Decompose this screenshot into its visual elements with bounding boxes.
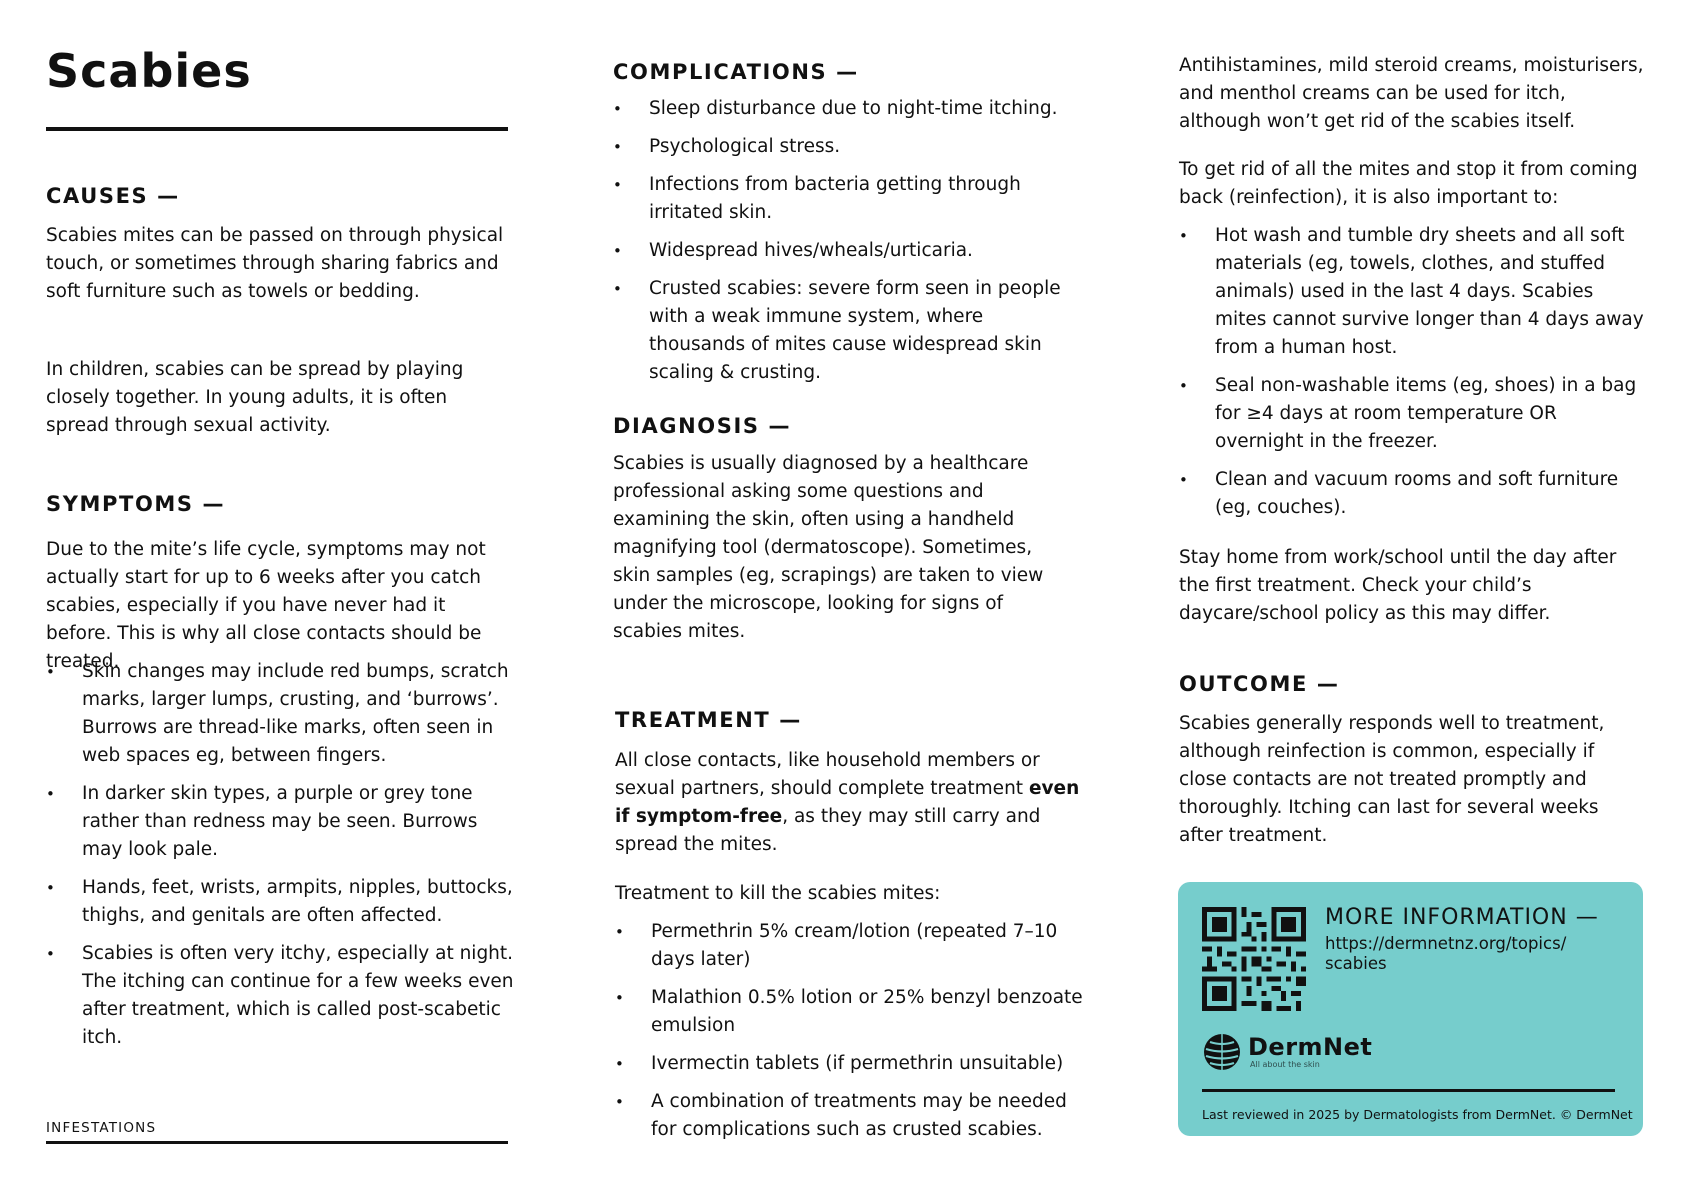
symptoms-intro: Due to the mite’s life cycle, symptoms may not actually start for up to 6 weeks after you catch scabies, especially if you have never had it before. This is why all close contacts should be treated. — [46, 539, 486, 672]
list-item: • Crusted scabies: severe form seen in people with a weak immune system, where thousands of mites cause widespread skin scaling & crusting. — [613, 275, 1083, 387]
treatment-paragraph-3: Antihistamines, mild steroid creams, moisturisers, and menthol creams can be used for itch, although won’t get rid of the scabies itself. — [1179, 55, 1644, 132]
more-information-link[interactable]: https://dermnetnz.org/topics/ scabies — [1325, 934, 1567, 973]
list-item: • Skin changes may include red bumps, scratch marks, larger lumps, crusting, and ‘burrows’. Burrows are thread-like marks, often seen in web spaces eg, between fingers. — [46, 658, 516, 770]
list-item: • Ivermectin tablets (if permethrin unsuitable) — [615, 1050, 1085, 1078]
review-note: Last reviewed in 2025 by Dermatologists from DermNet. © DermNet — [1202, 1107, 1633, 1122]
complications-list — [613, 95, 1083, 397]
dermnet-logo-icon — [1202, 1032, 1242, 1072]
list-item: • Scabies is often very itchy, especially at night. The itching can continue for a few weeks even after treatment, which is called post-scabetic itch. — [46, 940, 516, 1052]
list-item: • Seal non-washable items (eg, shoes) in a bag for ≥4 days at room temperature OR overnight in the freezer. — [1179, 372, 1649, 456]
footer-divider — [46, 1141, 508, 1144]
treatment-list — [615, 918, 1085, 1154]
causes-paragraph-1: Scabies mites can be passed on through physical touch, or sometimes through sharing fabrics and soft furniture such as towels or bedding. — [46, 225, 504, 302]
treatment-paragraph-2: Treatment to kill the scabies mites: — [615, 883, 941, 904]
list-item: • Clean and vacuum rooms and soft furniture (eg, couches). — [1179, 466, 1649, 522]
brand-name: DermNet — [1248, 1033, 1373, 1061]
category-label: INFESTATIONS — [46, 1120, 157, 1136]
causes-paragraph-2: In children, scabies can be spread by playing closely together. In young adults, it is often spread through sexual activity. — [46, 359, 464, 436]
more-information-heading: MORE INFORMATION — — [1325, 905, 1599, 930]
list-item: • Widespread hives/wheals/urticaria. — [613, 237, 1083, 265]
list-item: • Infections from bacteria getting through irritated skin. — [613, 171, 1083, 227]
brand-tagline: All about the skin — [1250, 1060, 1320, 1069]
list-item: • In darker skin types, a purple or grey tone rather than redness may be seen. Burrows may look pale. — [46, 780, 516, 864]
info-divider — [1202, 1089, 1615, 1092]
treatment-paragraph-1 — [615, 747, 1085, 859]
list-item: • Sleep disturbance due to night-time itching. — [613, 95, 1083, 123]
symptoms-list — [46, 658, 516, 1062]
outcome-text: Scabies generally responds well to treatment, although reinfection is common, especially if close contacts are not treated promptly and thoroughly. Itching can last for several weeks after treatment. — [1179, 713, 1605, 846]
qr-code-icon[interactable] — [1202, 907, 1306, 1011]
more-information-box — [1178, 882, 1643, 1136]
title-divider — [46, 127, 508, 131]
list-item: • A combination of treatments may be needed for complications such as crusted scabies. — [615, 1088, 1085, 1144]
treatment-paragraph-5: Stay home from work/school until the day after the first treatment. Check your child’s daycare/school policy as this may differ. — [1179, 547, 1617, 624]
treatment-paragraph-4: To get rid of all the mites and stop it from coming back (reinfection), it is also important to: — [1179, 159, 1638, 208]
treatment-heading: TREATMENT — — [615, 708, 802, 732]
diagnosis-heading: DIAGNOSIS — — [613, 414, 792, 438]
list-item: • Hot wash and tumble dry sheets and all soft materials (eg, towels, clothes, and stuffed animals) used in the last 4 days. Scabies mites cannot survive longer than 4 days away from a human host. — [1179, 222, 1649, 362]
diagnosis-text: Scabies is usually diagnosed by a healthcare professional asking some questions and examining the skin, often using a handheld magnifying tool (dermatoscope). Sometimes, skin samples (eg, scrapings) are taken to view under the microscope, looking for signs of scabies mites. — [613, 453, 1044, 642]
treatment-text: All close contacts, like household members or sexual partners, should complete treatment — [615, 750, 1040, 799]
list-item: • Malathion 0.5% lotion or 25% benzyl benzoate emulsion — [615, 984, 1085, 1040]
treatment-emphasis: even if symptom-free — [615, 778, 1080, 827]
page-title: Scabies — [46, 44, 252, 98]
list-item: • Hands, feet, wrists, armpits, nipples, buttocks, thighs, and genitals are often affected. — [46, 874, 516, 930]
outcome-heading: OUTCOME — — [1179, 672, 1340, 696]
list-item: • Psychological stress. — [613, 133, 1083, 161]
prevention-list — [1179, 222, 1649, 532]
list-item: • Permethrin 5% cream/lotion (repeated 7–10 days later) — [615, 918, 1085, 974]
dermnet-brand — [1202, 1032, 1402, 1072]
causes-heading: CAUSES — — [46, 184, 180, 208]
complications-heading: COMPLICATIONS — — [613, 60, 859, 84]
treatment-text: , as they may still carry and spread the mites. — [615, 806, 1041, 855]
symptoms-heading: SYMPTOMS — — [46, 492, 226, 516]
